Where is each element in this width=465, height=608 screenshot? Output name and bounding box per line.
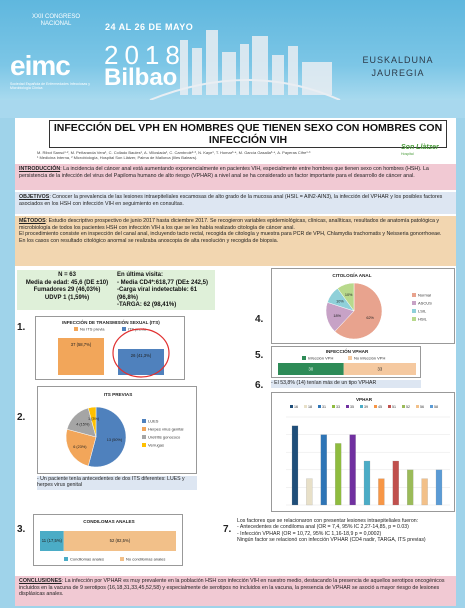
- legend-label: HSIL: [418, 316, 427, 322]
- legend-swatch: [142, 443, 146, 447]
- bar: [306, 479, 312, 505]
- viral-load: -Carga viral indetectable: 61 (96,8%): [117, 287, 198, 301]
- legend-swatch: [430, 405, 433, 408]
- venue-name: [348, 54, 448, 80]
- legend-label: ASCUS: [418, 300, 432, 306]
- factors-intro: Los factores que se relacionaron con presentar lesiones intraepiteliales fueron:: [237, 518, 419, 524]
- its-note: - Un paciente tenía antecedentes de dos ITS diferentes: LUES y herpes virus genital: [37, 476, 197, 490]
- legend-label: 56: [420, 405, 424, 409]
- poster-title: INFECCIÓN DEL VPH EN HOMBRES QUE TIENEN SEXO CON HOMBRES CON INFECCIÓN VIH: [53, 122, 443, 146]
- factor-condiloma: - Antecedentes de condiloma anal (OR = 7,4, 95% IC 2,27-14,85, p = 0.03): [237, 524, 409, 531]
- demographics-box: [17, 270, 215, 310]
- legend-label: Normal: [418, 292, 431, 298]
- legend-swatch: [142, 435, 146, 439]
- legend-swatch: [412, 309, 416, 313]
- legend-swatch: [74, 327, 78, 331]
- factor-none: Ningún factor se relacionó con infección VPHAR (CD4 nadir, TARGA, ITS previas): [237, 537, 426, 544]
- legend-label: 33: [336, 405, 340, 409]
- conclusions-text: : La infección por VPHAR es muy prevalente en la población HSH con infección VIH en nuestro medio, destacando la presencia de aquellos serotipos oncogénicos incluidos en la vacuna de 9 serotipos (16,18,31,33,45,52,58) y especialmente de serotipos no incluidos en la vacuna, la presencia de VPHAR se asoció a mayor riesgo de lesiones displásicas anales.: [19, 578, 445, 598]
- introduction-label: INTRODUCCIÓN: [19, 166, 61, 172]
- bar: [350, 435, 356, 505]
- legend-swatch: [374, 405, 377, 408]
- bar: [321, 435, 327, 505]
- data-label: 26 (41,3%): [130, 353, 152, 358]
- bar: [335, 443, 341, 505]
- legend-label: ITS previa: [128, 326, 147, 332]
- poster-body: [15, 118, 456, 606]
- hospital-logo-sub: Hospital: [401, 152, 414, 156]
- venue-line-1: EUSKALDUNA: [362, 55, 434, 65]
- legend-swatch: [416, 405, 419, 408]
- data-label: 52 (82,5%): [109, 538, 131, 543]
- panel-number-4: 4.: [255, 314, 264, 325]
- last-visit-label: En última visita:: [117, 272, 164, 278]
- objectives-text: : Conocer la prevalencia de las lesiones intraepiteliales escamosas de alto grado de la mucosa anal (HSIL = AIN2-AIN3), la infección del VPHAR y los posibles factores asociados en los HSH con infección VIH en seguimiento en consultas.: [19, 194, 443, 207]
- chart-title: VPHAR: [355, 397, 373, 402]
- panel-number-2: 2.: [17, 412, 26, 423]
- legend-label: No condilomas anales: [126, 556, 166, 562]
- legend-swatch: [388, 405, 391, 408]
- chart-its-previas: [37, 386, 197, 474]
- chart-citologia-svg: [272, 269, 456, 345]
- methods-text-2: El procedimiento consiste en inspección del canal anal, incluyendo tacto rectal, recogida de citología y muestra para PCR de VPH, Chlamydia trachomatis y Neisseria gonorrhoeae.: [19, 231, 442, 238]
- conclusions-section: [15, 576, 456, 606]
- chart-vphar-types: [271, 392, 455, 512]
- legend-swatch: [304, 405, 307, 408]
- legend-label: 39: [364, 405, 368, 409]
- congress-year: 2018: [104, 40, 186, 70]
- legend-swatch: [122, 327, 126, 331]
- legend-swatch: [402, 405, 405, 408]
- cd4-mean: - Media CD4*:618,77 (DE± 242,5): [117, 279, 208, 286]
- chart-title: INFECCIÓN DE TRANSMISIÓN SEXUAL (ITS): [62, 320, 160, 325]
- legend-label: Condilomas anales: [70, 556, 105, 562]
- legend-label: 58: [434, 405, 438, 409]
- panel-number-6: 6.: [255, 380, 264, 391]
- data-label: 62%: [366, 315, 374, 320]
- conference-header: [0, 0, 465, 118]
- data-label: 11 (17,5%): [41, 538, 62, 543]
- data-label: 37 (58,7%): [70, 342, 92, 347]
- legend-label: Uretritis gonococo: [148, 434, 181, 440]
- legend-label: LSIL: [418, 308, 427, 314]
- targa: -TARGA: 62 (98,41%): [117, 302, 177, 308]
- legend-swatch: [290, 405, 293, 408]
- chart-its-svg: [36, 317, 186, 381]
- legend-label: 16: [294, 405, 298, 409]
- panel-number-1: 1.: [17, 322, 26, 333]
- chart-condilomas-svg: [34, 515, 184, 567]
- bar: [292, 426, 298, 505]
- affiliations: ¹ Medicina Interna, ² Microbiología, Hospital Son Llàtzer, Palma de Mallorca (Illes Balears).: [37, 155, 198, 160]
- panel-number-7: 7.: [223, 524, 232, 535]
- smokers: Fumadores 29 (46,03%): [33, 287, 101, 293]
- sample-size: N = 63: [58, 272, 76, 278]
- legend-swatch: [318, 405, 321, 408]
- authors-block: [37, 150, 377, 160]
- chart-its: [35, 316, 185, 380]
- bar: [393, 461, 399, 505]
- objectives-section: [15, 192, 456, 214]
- legend-label: Verrugas: [148, 442, 165, 448]
- vphar-note: - El 53,8% (14) tenían más de un tipo VPHAR: [271, 380, 421, 388]
- legend-swatch: [120, 557, 124, 561]
- udvp: UDVP 1 (1,59%): [44, 294, 90, 301]
- legend-label: 31: [322, 405, 326, 409]
- eimc-logo: [6, 14, 98, 94]
- objectives-label: OBJETIVOS: [19, 194, 50, 200]
- legend-label: 35: [350, 405, 354, 409]
- data-label: 10%: [336, 299, 344, 304]
- chart-its-previas-svg: [38, 387, 198, 475]
- data-label: 13 (50%): [106, 437, 123, 442]
- chart-title: CONDILOMAS ANALES: [83, 519, 135, 524]
- legend-label: 45: [378, 405, 382, 409]
- legend-swatch: [412, 293, 416, 297]
- venue-line-2: JAUREGIA: [371, 68, 425, 78]
- legend-label: No ITS previa: [80, 326, 105, 332]
- chart-vphar-types-svg: [272, 393, 456, 513]
- legend-label: No infección VPH: [354, 355, 386, 361]
- chart-citologia: [271, 268, 455, 344]
- legend-swatch: [360, 405, 363, 408]
- bar: [364, 461, 370, 505]
- data-label: 6 (23%): [73, 444, 87, 449]
- conclusions-label: CONCLUSIONES: [19, 578, 62, 584]
- data-label: 18%: [333, 313, 341, 318]
- bar: [378, 479, 384, 505]
- legend-label: Infección VPH: [308, 355, 334, 361]
- congress-label: XXII CONGRESO NACIONAL: [31, 14, 80, 27]
- introduction-section: [15, 164, 456, 190]
- society-name: Sociedad Española de Enfermedades Infecciosas y Microbiología Clínica: [10, 82, 90, 90]
- bar: [407, 470, 413, 505]
- chart-title: INFECCIÓN VPHAR: [325, 349, 369, 354]
- chart-condilomas: [33, 514, 183, 566]
- legend-swatch: [64, 557, 68, 561]
- chart-vphar-infection: [271, 346, 421, 378]
- methods-section: [15, 216, 456, 266]
- panel-number-5: 5.: [255, 350, 264, 361]
- introduction-text: : La incidencia del cáncer anal está aumentando exponencialmente en pacientes VIH, especialmente entre hombres que tienen sexo con hombres (HSH). La persistencia de la infección del virus del Papiloma humano de alto riesgo (VPHAR) a nivel anal se ha considerado un factor importante para el desarrollo de cáncer anal.: [19, 166, 429, 179]
- factor-vphar: - Infección VPHAR (OR = 10,72, 95% IC 1,16-18,9 p = 0,0002): [237, 530, 382, 537]
- legend-label: LUES: [148, 418, 159, 424]
- legend-swatch: [412, 317, 416, 321]
- legend-label: 18: [308, 405, 312, 409]
- legend-label: 51: [392, 405, 396, 409]
- chart-title: CITOLOGÍA ANAL: [332, 273, 372, 278]
- data-label: 1 (3%): [87, 417, 100, 422]
- data-label: 10%: [344, 292, 353, 297]
- congress-dates: 24 AL 26 DE MAYO: [105, 22, 194, 32]
- chart-title: ITS PREVIAS: [103, 392, 133, 397]
- panel-number-3: 3.: [17, 524, 26, 535]
- factors-box: [237, 518, 455, 544]
- legend-swatch: [332, 405, 335, 408]
- methods-text-1: : Estudio descriptivo prospectivo de junio 2017 hasta diciembre 2017. Se recogieron variables epidemiológicas, clínicas, analíticas, resultados de anatomía patológica y microbiología de todos los pacientes HSH con infección VIH a los que se les había realizado citología de cáncer anal.: [19, 218, 440, 231]
- author-list: M. Ribot Sansó¹·², M. Peñaranda Vera¹, C. Collado Baules¹, A. Villoslada¹, C. Cambrolé²·³, N. Kaye¹, T. Homar³·⁴, M. García Gasalla³·⁴, A. Payeras Cifre¹·³: [37, 150, 311, 155]
- legend-swatch: [302, 356, 306, 360]
- logo-wordmark: eimc: [10, 50, 70, 81]
- methods-label: MÉTODOS: [19, 218, 46, 224]
- legend-label: Herpes virus genital: [148, 426, 184, 432]
- methods-text-3: En los casos con resultado citológico anormal se realizaba anoscopia de alta resolución y recogida de biopsia.: [19, 237, 279, 244]
- legend-label: 52: [406, 405, 410, 409]
- legend-swatch: [412, 301, 416, 305]
- data-label: 4 (15%): [76, 422, 90, 427]
- legend-swatch: [142, 427, 146, 431]
- legend-swatch: [142, 419, 146, 423]
- bar: [436, 470, 442, 505]
- legend-swatch: [346, 405, 349, 408]
- hospital-logo: Son Llàtzer: [401, 144, 439, 151]
- data-label: 33: [377, 366, 383, 372]
- legend-swatch: [348, 356, 352, 360]
- data-label: 30: [308, 366, 314, 372]
- chart-vphar-infection-svg: [272, 347, 422, 379]
- bar: [422, 479, 428, 505]
- mean-age: Media de edad: 45,6 (DE ±10): [25, 279, 109, 286]
- congress-city: Bilbao: [104, 64, 178, 91]
